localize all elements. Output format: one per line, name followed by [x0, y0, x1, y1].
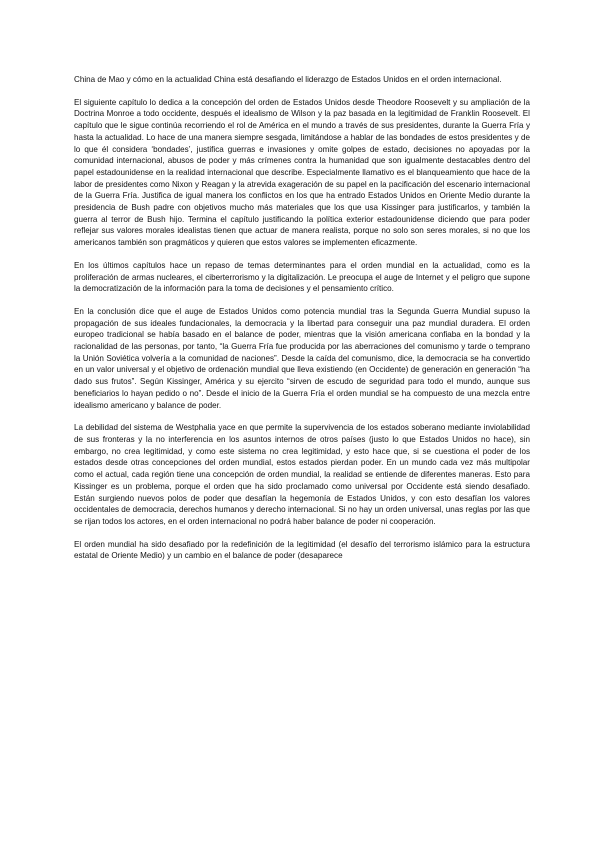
paragraph-4: En la conclusión dice que el auge de Estados Unidos como potencia mundial tras la Segunda Guerra Mundial supuso la propagación de sus ideales fundacionales, la democracia y la libertad para conseguir una paz mundial duradera. El orden europeo tradicional se había basado en el balance de poder, mientras que la visión americana confiaba en la bondad y la racionalidad de las personas, por tanto, “la Guerra Fría fue producida por las aberraciones del comunismo y tarde o temprano la Unión Soviética volvería a la comunidad de naciones”. Desde la caída del comunismo, dice, la democracia se ha convertido en un valor universal y el objetivo de ordenación mundial que lleva existiendo (en Occidente) de generación en generación “ha dado sus frutos”. Según Kissinger, América y su ejercito “sirven de escudo de seguridad para todo el mundo, aunque sus beneficiarios lo hayan pedido o no”. Desde el inicio de la Guerra Fría el orden mundial se ha compuesto de una mezcla entre idealismo americano y balance de poder.: [74, 306, 530, 410]
paragraph-3: En los últimos capítulos hace un repaso de temas determinantes para el orden mundial en la actualidad, como es la proliferación de armas nucleares, el ciberterrorismo y la digitalización. Le preocupa el auge de Internet y el peligro que supone la democratización de la información para la toma de decisiones y el pensamiento crítico.: [74, 260, 530, 294]
document-page: [74, 74, 530, 573]
paragraph-2: El siguiente capítulo lo dedica a la concepción del orden de Estados Unidos desde Theodore Roosevelt y su ampliación de la Doctrina Monroe a todo occidente, después el idealismo de Wilson y la paz basada en la legitimidad de Franklin Roosevelt. El capítulo que le sigue continúa recorriendo el rol de América en el mundo a través de sus presidentes, durante la Guerra Fría y hasta la actualidad. Lo hace de una manera siempre sesgada, limitándose a hablar de las bondades de estos presidentes y de lo que él considera ‘bondades’, justifica guerras e invasiones y omite golpes de estado, decisiones no apoyadas por la comunidad internacional, abusos de poder y más crímenes contra la humanidad que son igualmente destacables dentro del papel estadounidense en la realidad internacional que describe. Especialmente llamativo es el blanqueamiento que hace de la labor de presidentes como Nixon y Reagan y la atrevida exageración de su papel en la pacificación del escenario internacional de la Guerra Fría. Justifica de igual manera los conflictos en los que ha entrado Estados Unidos en Oriente Medio durante la presidencia de Bush padre con objetivos mucho más materiales que los que usa Kissinger para justificarlos, y también la guerra al terror de Bush hijo. Termina el capítulo justificando la política exterior estadounidense diciendo que para poder reflejar sus valores morales idealistas tienen que actuar de manera realista, porque no solo son seres morales, si no que los americanos también son pragmáticos y quieren que estos valores se implementen eficazmente.: [74, 97, 530, 248]
paragraph-1: China de Mao y cómo en la actualidad China está desafiando el liderazgo de Estados Unidos en el orden internacional.: [74, 75, 502, 84]
paragraph-6: El orden mundial ha sido desafiado por la redefinición de la legitimidad (el desafío del terrorismo islámico para la estructura estatal de Oriente Medio) y un cambio en el balance de poder (desaparece: [74, 539, 530, 561]
paragraph-5: La debilidad del sistema de Westphalia yace en que permite la supervivencia de los estados soberano mediante inviolabilidad de sus fronteras y la no interferencia en los asuntos internos de otros países (justo lo que Estados Unidos no hace), sin embargo, no crea legitimidad, y como este sistema no crea legitimidad, y esto hace que, si se cuestiona el poder de los estados desde otras concepciones del orden mundial, estos estados pierdan poder. En un mundo cada vez más multipolar como el actual, cada región tiene una concepción de orden mundial, la realidad se entiende de diferentes maneras. Esto para Kissinger es un problema, porque el orden que ha sido proclamado como universal por Occidente está siendo desafiado. Están surgiendo nuevos polos de poder que desafían la hegemonía de Estados Unidos, y con esto desafían los valores occidentales de democracia, derechos humanos y derecho internacional. Si no hay un orden universal, unas reglas por las que se rijan todos los actores, en el orden internacional no podrá haber balance de poder ni cooperación.: [74, 423, 530, 526]
